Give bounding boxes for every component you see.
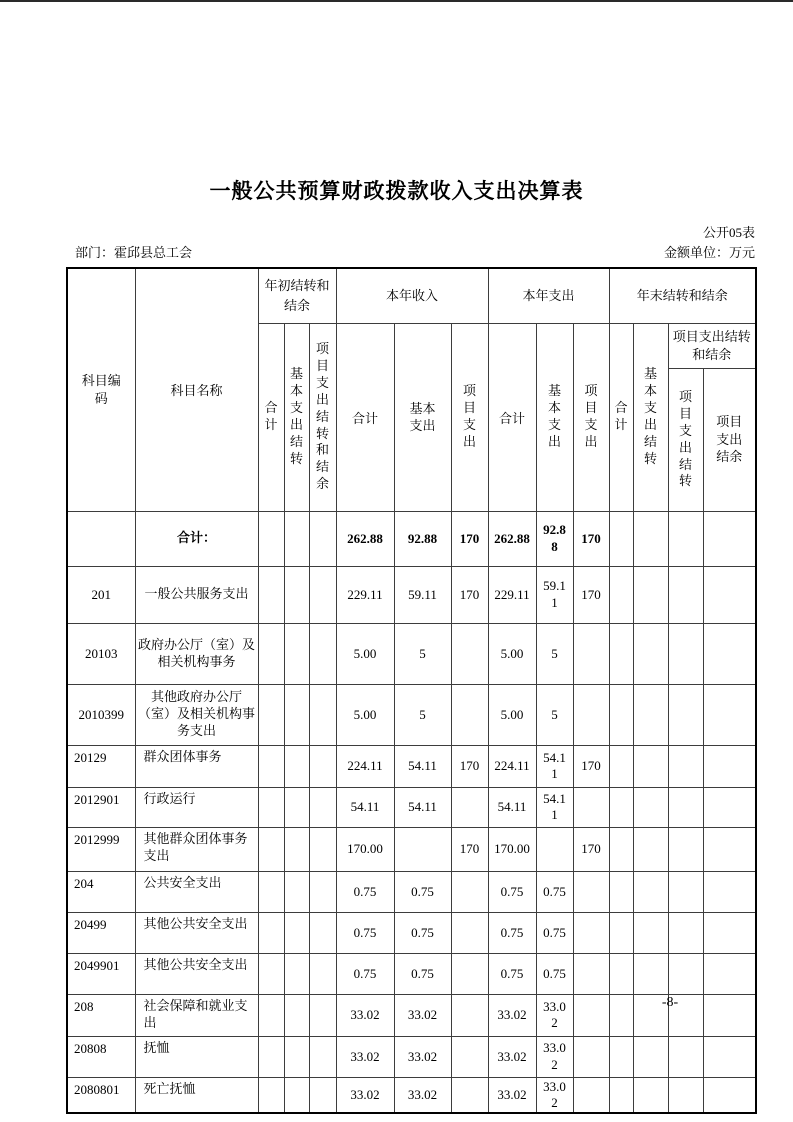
col-header-income-total: 合计 bbox=[336, 323, 394, 511]
cell-value bbox=[451, 994, 488, 1036]
cell-value: 54.11 bbox=[394, 787, 451, 827]
cell-value bbox=[536, 827, 573, 871]
cell-value bbox=[394, 827, 451, 871]
cell-value bbox=[609, 953, 633, 994]
cell-value bbox=[309, 994, 336, 1036]
table-row bbox=[67, 684, 756, 745]
group-header-expense: 本年支出 bbox=[488, 268, 609, 323]
cell-value bbox=[258, 745, 284, 787]
cell-value bbox=[668, 1077, 703, 1113]
cell-value: 0.75 bbox=[488, 871, 536, 912]
cell-value: 170 bbox=[573, 827, 609, 871]
cell-value: 224.11 bbox=[336, 745, 394, 787]
col-header-y1-total: 合计 bbox=[258, 323, 284, 511]
cell-subject-name: 群众团体事务 bbox=[135, 745, 258, 787]
group-header-begin-year: 年初结转和结余 bbox=[258, 268, 336, 323]
cell-value bbox=[258, 787, 284, 827]
cell-value bbox=[703, 623, 756, 684]
cell-value bbox=[703, 871, 756, 912]
cell-value bbox=[258, 871, 284, 912]
cell-subject-code: 20129 bbox=[67, 745, 135, 787]
cell-value bbox=[284, 623, 309, 684]
cell-value bbox=[451, 787, 488, 827]
cell-value: 92.88 bbox=[536, 511, 573, 566]
cell-value bbox=[609, 871, 633, 912]
cell-value bbox=[309, 684, 336, 745]
cell-value bbox=[309, 745, 336, 787]
cell-value bbox=[573, 623, 609, 684]
cell-value: 0.75 bbox=[394, 953, 451, 994]
cell-value bbox=[609, 1077, 633, 1113]
cell-value: 33.02 bbox=[336, 1036, 394, 1077]
cell-value bbox=[309, 787, 336, 827]
col-header-expense-project: 项目支出 bbox=[573, 323, 609, 511]
subgroup-header-ye-project: 项目支出结转和结余 bbox=[668, 323, 756, 368]
cell-value bbox=[609, 1036, 633, 1077]
cell-value: 5 bbox=[536, 623, 573, 684]
cell-value: 229.11 bbox=[488, 566, 536, 623]
cell-value bbox=[703, 684, 756, 745]
cell-value bbox=[451, 684, 488, 745]
cell-value bbox=[258, 1036, 284, 1077]
cell-value bbox=[284, 994, 309, 1036]
cell-value: 170.00 bbox=[488, 827, 536, 871]
cell-subject-code: 2049901 bbox=[67, 953, 135, 994]
cell-subject-name: 社会保障和就业支出 bbox=[135, 994, 258, 1036]
cell-value bbox=[451, 912, 488, 953]
cell-value bbox=[451, 623, 488, 684]
cell-value: 170 bbox=[451, 745, 488, 787]
cell-value bbox=[609, 827, 633, 871]
cell-subject-code: 208 bbox=[67, 994, 135, 1036]
table-row bbox=[67, 511, 756, 566]
cell-value bbox=[258, 912, 284, 953]
cell-value bbox=[258, 827, 284, 871]
cell-value bbox=[703, 566, 756, 623]
cell-value: 33.02 bbox=[536, 994, 573, 1036]
cell-value bbox=[573, 1036, 609, 1077]
col-header-income-project: 项目支出 bbox=[451, 323, 488, 511]
cell-value bbox=[573, 1077, 609, 1113]
cell-subject-code: 2012999 bbox=[67, 827, 135, 871]
cell-value: 224.11 bbox=[488, 745, 536, 787]
group-header-year-end: 年末结转和结余 bbox=[609, 268, 756, 323]
cell-value: 0.75 bbox=[394, 912, 451, 953]
cell-value bbox=[668, 871, 703, 912]
table-row bbox=[67, 912, 756, 953]
col-header-expense-basic: 基本支出 bbox=[536, 323, 573, 511]
cell-subject-name: 政府办公厅（室）及相关机构事务 bbox=[135, 623, 258, 684]
cell-value bbox=[284, 787, 309, 827]
page-top-edge bbox=[0, 0, 793, 2]
meta-row bbox=[66, 245, 755, 261]
cell-value: 33.02 bbox=[536, 1036, 573, 1077]
cell-subject-code: 204 bbox=[67, 871, 135, 912]
cell-value bbox=[633, 511, 668, 566]
col-header-income-basic: 基本支出 bbox=[394, 323, 451, 511]
cell-value bbox=[573, 953, 609, 994]
cell-subject-code: 2010399 bbox=[67, 684, 135, 745]
cell-value: 170 bbox=[451, 827, 488, 871]
cell-subject-name: 公共安全支出 bbox=[135, 871, 258, 912]
cell-value bbox=[668, 684, 703, 745]
cell-value bbox=[309, 623, 336, 684]
table-row bbox=[67, 623, 756, 684]
cell-subject-code: 201 bbox=[67, 566, 135, 623]
cell-value: 170.00 bbox=[336, 827, 394, 871]
cell-value bbox=[668, 745, 703, 787]
cell-value: 5.00 bbox=[488, 684, 536, 745]
cell-value bbox=[703, 511, 756, 566]
budget-table bbox=[66, 267, 757, 1114]
cell-value bbox=[703, 994, 756, 1036]
table-row bbox=[67, 1077, 756, 1113]
cell-value bbox=[703, 745, 756, 787]
cell-value: 54.11 bbox=[536, 745, 573, 787]
cell-subject-code bbox=[67, 511, 135, 566]
cell-subject-name: 行政运行 bbox=[135, 787, 258, 827]
cell-value bbox=[284, 827, 309, 871]
cell-value bbox=[609, 623, 633, 684]
cell-value bbox=[451, 1036, 488, 1077]
cell-value: 170 bbox=[573, 566, 609, 623]
cell-value bbox=[451, 871, 488, 912]
cell-value bbox=[668, 827, 703, 871]
cell-value bbox=[703, 787, 756, 827]
cell-subject-name: 其他群众团体事务支出 bbox=[135, 827, 258, 871]
cell-value: 5 bbox=[394, 623, 451, 684]
cell-value bbox=[284, 745, 309, 787]
cell-value bbox=[309, 1036, 336, 1077]
cell-value bbox=[258, 684, 284, 745]
cell-value bbox=[309, 827, 336, 871]
col-header-y1-basic-carryover: 基本支出结转 bbox=[284, 323, 309, 511]
cell-value bbox=[258, 623, 284, 684]
cell-subject-name: 死亡抚恤 bbox=[135, 1077, 258, 1113]
cell-value: 33.02 bbox=[336, 1077, 394, 1113]
unit-label: 金额单位：万元 bbox=[663, 245, 755, 261]
table-row bbox=[67, 827, 756, 871]
cell-value bbox=[309, 511, 336, 566]
col-header-ye-basic-carryover: 基本支出结转 bbox=[633, 323, 668, 511]
col-header-ye-project-balance: 项目支出结余 bbox=[703, 368, 756, 511]
page-number-marker: -8- bbox=[661, 995, 679, 1010]
cell-value: 54.11 bbox=[394, 745, 451, 787]
table-row bbox=[67, 953, 756, 994]
cell-subject-code: 2012901 bbox=[67, 787, 135, 827]
cell-value: 33.02 bbox=[488, 1077, 536, 1113]
cell-value bbox=[284, 912, 309, 953]
cell-value bbox=[309, 953, 336, 994]
col-header-subject-code: 科目编码 bbox=[67, 268, 135, 511]
cell-value: 92.88 bbox=[394, 511, 451, 566]
cell-value bbox=[609, 511, 633, 566]
cell-subject-name: 一般公共服务支出 bbox=[135, 566, 258, 623]
cell-value bbox=[668, 511, 703, 566]
cell-value bbox=[703, 1036, 756, 1077]
cell-value: 170 bbox=[573, 745, 609, 787]
department-label: 部门：霍邱县总工会 bbox=[75, 245, 193, 261]
cell-value bbox=[284, 566, 309, 623]
cell-value bbox=[258, 566, 284, 623]
cell-value bbox=[258, 511, 284, 566]
cell-subject-code: 20808 bbox=[67, 1036, 135, 1077]
cell-value: 262.88 bbox=[336, 511, 394, 566]
cell-value: 170 bbox=[451, 511, 488, 566]
cell-value: 33.02 bbox=[394, 1077, 451, 1113]
cell-value: 33.02 bbox=[536, 1077, 573, 1113]
cell-value: 0.75 bbox=[394, 871, 451, 912]
cell-value bbox=[633, 1036, 668, 1077]
cell-value: 33.02 bbox=[488, 1036, 536, 1077]
cell-value: 229.11 bbox=[336, 566, 394, 623]
cell-value: 54.11 bbox=[488, 787, 536, 827]
col-header-y1-project-carryover: 项目支出结转和结余 bbox=[309, 323, 336, 511]
cell-value: 59.11 bbox=[536, 566, 573, 623]
cell-value bbox=[573, 787, 609, 827]
cell-value bbox=[451, 1077, 488, 1113]
cell-value bbox=[284, 511, 309, 566]
cell-value: 0.75 bbox=[336, 912, 394, 953]
cell-value bbox=[633, 684, 668, 745]
cell-value bbox=[633, 623, 668, 684]
cell-subject-name: 其他公共安全支出 bbox=[135, 912, 258, 953]
cell-value bbox=[573, 871, 609, 912]
table-row bbox=[67, 871, 756, 912]
group-header-income: 本年收入 bbox=[336, 268, 488, 323]
cell-value bbox=[309, 871, 336, 912]
cell-subject-name: 其他公共安全支出 bbox=[135, 953, 258, 994]
cell-value: 0.75 bbox=[336, 953, 394, 994]
table-row bbox=[67, 745, 756, 787]
cell-value bbox=[309, 566, 336, 623]
cell-value: 0.75 bbox=[536, 871, 573, 912]
cell-value bbox=[258, 953, 284, 994]
cell-value: 33.02 bbox=[394, 1036, 451, 1077]
cell-value bbox=[703, 912, 756, 953]
cell-value bbox=[633, 787, 668, 827]
cell-value bbox=[609, 994, 633, 1036]
cell-value bbox=[609, 684, 633, 745]
cell-value bbox=[284, 953, 309, 994]
cell-value bbox=[668, 953, 703, 994]
cell-value: 0.75 bbox=[488, 953, 536, 994]
cell-value bbox=[668, 912, 703, 953]
cell-value bbox=[573, 684, 609, 745]
cell-value: 59.11 bbox=[394, 566, 451, 623]
cell-value: 5 bbox=[394, 684, 451, 745]
cell-value bbox=[703, 953, 756, 994]
cell-value bbox=[609, 745, 633, 787]
cell-value bbox=[633, 745, 668, 787]
cell-value: 5 bbox=[536, 684, 573, 745]
cell-value bbox=[668, 1036, 703, 1077]
cell-value bbox=[284, 871, 309, 912]
cell-value bbox=[633, 1077, 668, 1113]
cell-subject-name: 合计： bbox=[135, 511, 258, 566]
cell-value: 5.00 bbox=[336, 684, 394, 745]
cell-value bbox=[668, 566, 703, 623]
cell-value: 54.11 bbox=[536, 787, 573, 827]
header-row-groups bbox=[67, 268, 756, 323]
cell-value: 0.75 bbox=[488, 912, 536, 953]
cell-value bbox=[609, 566, 633, 623]
cell-value: 33.02 bbox=[336, 994, 394, 1036]
cell-subject-name: 其他政府办公厅（室）及相关机构事务支出 bbox=[135, 684, 258, 745]
table-row bbox=[67, 566, 756, 623]
cell-value: 5.00 bbox=[336, 623, 394, 684]
cell-value bbox=[633, 827, 668, 871]
cell-value: 0.75 bbox=[536, 953, 573, 994]
cell-value: 0.75 bbox=[336, 871, 394, 912]
cell-value bbox=[284, 684, 309, 745]
cell-value: 5.00 bbox=[488, 623, 536, 684]
col-header-ye-total: 合计 bbox=[609, 323, 633, 511]
cell-value: 170 bbox=[451, 566, 488, 623]
cell-value bbox=[609, 787, 633, 827]
cell-value bbox=[309, 1077, 336, 1113]
cell-value bbox=[703, 1077, 756, 1113]
cell-value bbox=[633, 912, 668, 953]
cell-value bbox=[668, 787, 703, 827]
cell-value: 0.75 bbox=[536, 912, 573, 953]
cell-value bbox=[609, 912, 633, 953]
col-header-subject-name: 科目名称 bbox=[135, 268, 258, 511]
table-row bbox=[67, 787, 756, 827]
cell-value: 33.02 bbox=[488, 994, 536, 1036]
cell-value bbox=[284, 1036, 309, 1077]
cell-value bbox=[258, 994, 284, 1036]
cell-value bbox=[284, 1077, 309, 1113]
cell-value bbox=[451, 953, 488, 994]
table-row bbox=[67, 1036, 756, 1077]
cell-subject-code: 2080801 bbox=[67, 1077, 135, 1113]
cell-subject-name: 抚恤 bbox=[135, 1036, 258, 1077]
col-header-expense-total: 合计 bbox=[488, 323, 536, 511]
table-code-label: 公开05表 bbox=[702, 225, 755, 241]
cell-value: 33.02 bbox=[394, 994, 451, 1036]
cell-value: 54.11 bbox=[336, 787, 394, 827]
cell-value bbox=[633, 871, 668, 912]
cell-value bbox=[668, 623, 703, 684]
cell-value bbox=[309, 912, 336, 953]
cell-value: 262.88 bbox=[488, 511, 536, 566]
cell-value bbox=[573, 994, 609, 1036]
cell-value: 170 bbox=[573, 511, 609, 566]
cell-value bbox=[258, 1077, 284, 1113]
cell-value bbox=[633, 953, 668, 994]
page-title: 一般公共预算财政拨款收入支出决算表 bbox=[209, 180, 584, 203]
cell-subject-code: 20499 bbox=[67, 912, 135, 953]
cell-value bbox=[573, 912, 609, 953]
col-header-ye-project-carryover: 项目支出结转 bbox=[668, 368, 703, 511]
cell-value bbox=[633, 566, 668, 623]
cell-subject-code: 20103 bbox=[67, 623, 135, 684]
cell-value bbox=[703, 827, 756, 871]
